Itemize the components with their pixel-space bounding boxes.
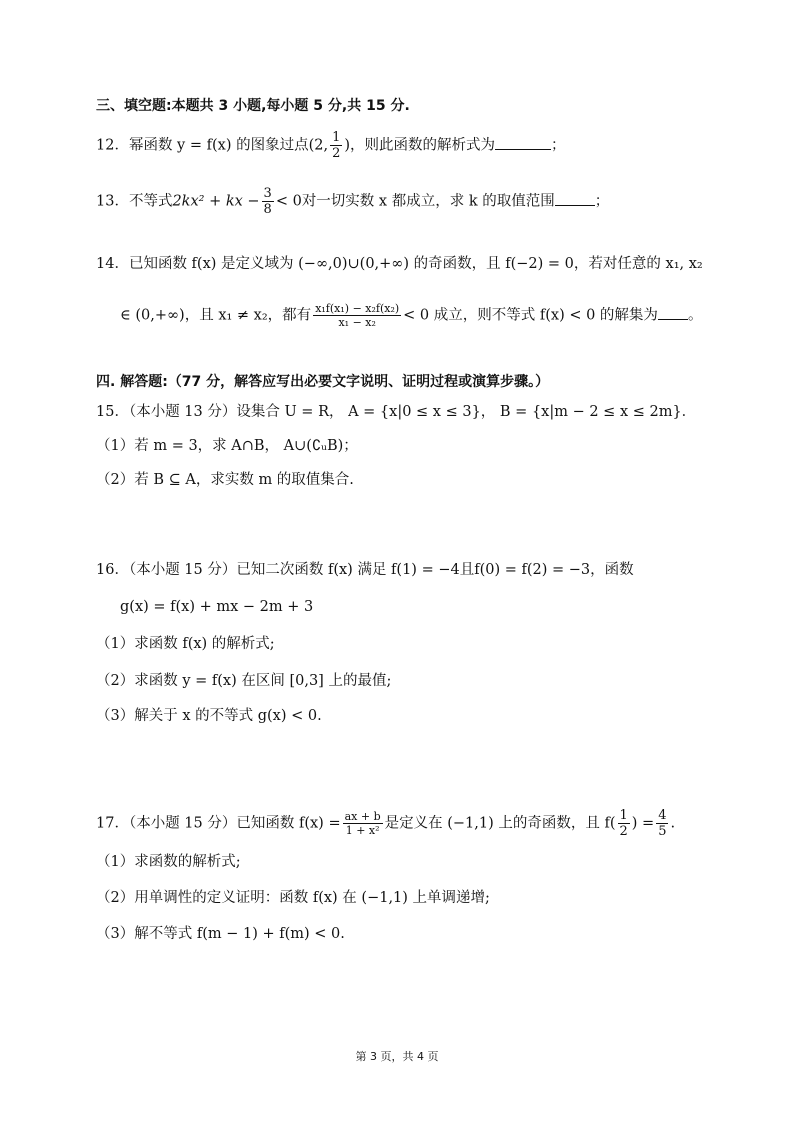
- q12-tail: ；: [551, 137, 566, 154]
- q17-half-num: 1: [619, 808, 628, 823]
- section4-heading: 四. 解答题:（77 分，解答应写出必要文字说明、证明过程或演算步骤。）: [96, 374, 550, 390]
- q13-frac-num: 3: [263, 186, 272, 201]
- q13-suffix: 对一切实数 x 都成立，求 k 的取值范围: [301, 193, 555, 210]
- question-16-part3: （3）解关于 x 的不等式 g(x) < 0.: [96, 708, 322, 724]
- section3-heading: 三、填空题:本题共 3 小题,每小题 5 分,共 15 分.: [96, 98, 410, 114]
- q12-answer-blank[interactable]: [495, 135, 551, 150]
- question-15-part1: （1）若 m = 3，求 A∩B， A∪(∁ᵤB)；: [96, 438, 358, 454]
- q14-line2-mid: < 0 成立，则不等式 f(x) < 0 的解集为: [403, 307, 658, 324]
- q12-suffix: ，则此函数的解析式为: [350, 137, 496, 154]
- q14-fraction: [313, 302, 401, 329]
- q12-frac-den: 2: [332, 146, 341, 161]
- question-17-part1: （1）求函数的解析式;: [96, 854, 241, 870]
- q14-answer-blank[interactable]: [658, 305, 688, 320]
- question-15-stem: 15．（本小题 13 分）设集合 U = R， A = {x|0 ≤ x ≤ 3}， B = {x|m − 2 ≤ x ≤ 2m}．: [96, 404, 697, 420]
- question-17-part3: （3）解不等式 f(m − 1) + f(m) < 0.: [96, 926, 345, 942]
- q14-frac-den: x₁ − x₂: [338, 316, 376, 329]
- question-16-part1: （1）求函数 f(x) 的解析式;: [96, 636, 275, 652]
- q17-value-fraction: [656, 808, 668, 839]
- question-13: [96, 186, 609, 217]
- q13-expr-b: < 0: [275, 193, 302, 210]
- q12-point-post: ): [344, 137, 351, 154]
- q13-expr-a: 2kx² + kx −: [172, 193, 260, 210]
- q17-stem-mid: 是定义在 (−1,1) 上的奇函数，且 f(: [384, 815, 616, 832]
- q14-tail: 。: [687, 307, 703, 324]
- page-footer: 第 3 页，共 4 页: [355, 1050, 439, 1063]
- q13-prefix: 13．不等式: [96, 193, 173, 210]
- q17-val-num: 4: [658, 808, 667, 823]
- q13-answer-blank[interactable]: [555, 191, 595, 206]
- q17-val-den: 5: [658, 824, 667, 839]
- q17-stem-end: .: [670, 815, 676, 832]
- q12-fraction: [330, 130, 342, 161]
- q17-stem-eq: ) =: [631, 815, 655, 832]
- question-17-stem: [96, 808, 675, 839]
- q17-fraction: [343, 810, 383, 837]
- q13-frac-den: 8: [263, 202, 272, 217]
- question-16-part2: （2）求函数 y = f(x) 在区间 [0,3] 上的最值;: [96, 673, 392, 689]
- q13-fraction: [262, 186, 274, 217]
- question-17-part2: （2）用单调性的定义证明：函数 f(x) 在 (−1,1) 上单调递增;: [96, 890, 490, 906]
- question-14-line1: 14．已知函数 f(x) 是定义域为 (−∞,0)∪(0,+∞) 的奇函数，且 f(−2) = 0，若对任意的 x₁, x₂: [96, 256, 703, 272]
- question-16-stem: 16．（本小题 15 分）已知二次函数 f(x) 满足 f(1) = −4且f(0) = f(2) = −3，函数: [96, 562, 634, 578]
- q17-frac-den: 1 + x²: [345, 824, 380, 837]
- question-12: [96, 130, 566, 161]
- question-16-stem2: g(x) = f(x) + mx − 2m + 3: [120, 599, 314, 615]
- q14-frac-num: x₁f(x₁) − x₂f(x₂): [315, 302, 400, 315]
- q12-prefix: 12．幂函数 y = f(x) 的图象过点: [96, 137, 309, 154]
- question-14-line2: [120, 302, 702, 329]
- q12-point-pre: (2,: [308, 137, 329, 154]
- q13-tail: ；: [594, 193, 610, 210]
- question-15-part2: （2）若 B ⊆ A，求实数 m 的取值集合.: [96, 472, 354, 488]
- q12-frac-num: 1: [332, 130, 341, 145]
- q17-half-fraction: [618, 808, 630, 839]
- q14-line2-pre: ∈ (0,+∞)，且 x₁ ≠ x₂，都有: [120, 307, 312, 324]
- q17-frac-num: ax + b: [344, 810, 381, 823]
- q17-stem-pre: 17．（本小题 15 分）已知函数 f(x) =: [96, 815, 341, 832]
- q17-half-den: 2: [619, 824, 628, 839]
